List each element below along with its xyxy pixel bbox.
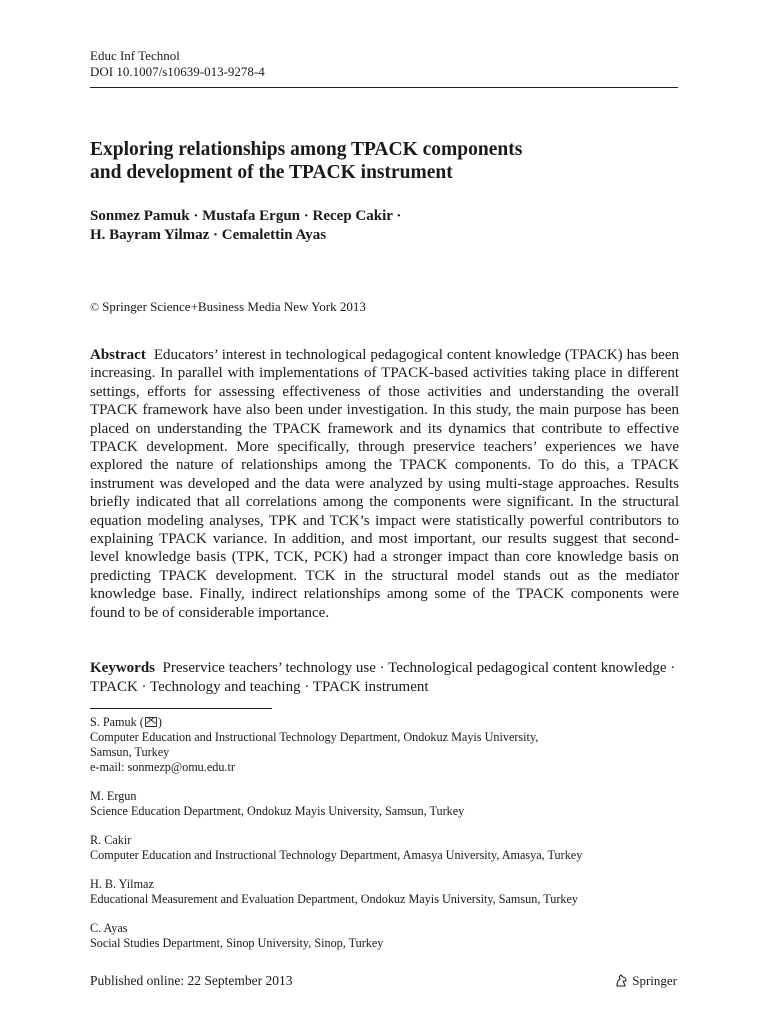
affiliation-dept: Educational Measurement and Evaluation Department, Ondokuz Mayis University, Samsun, Turkey: [90, 892, 578, 906]
journal-header: [90, 48, 265, 80]
affiliation-ergun: [90, 789, 690, 819]
footnote-divider: [90, 708, 272, 709]
authors-line-1: Sonmez Pamuk · Mustafa Ergun · Recep Cakir ·: [90, 208, 402, 224]
envelope-icon[interactable]: [145, 717, 157, 727]
abstract-label: Abstract: [90, 347, 146, 363]
affiliations: [90, 715, 690, 965]
keywords: [90, 659, 679, 697]
affiliation-dept: Social Studies Department, Sinop University, Sinop, Turkey: [90, 936, 384, 950]
abstract-text: Educators’ interest in technological pedagogical content knowledge (TPACK) has been increasing. In parallel with implementations of TPACK-based activities taking place in different settings, efforts for assessing effectiveness of those activities and understanding the overall TPACK framework have also been under investigation. In this study, the main purpose has been placed on understanding the TPACK framework and its dynamics that contribute to effective TPACK development. More specifically, through preservice teachers’ experiences we have explored the nature of relationships among the TPACK components. To do this, a TPACK instrument was developed and the data were analyzed by using multi-stage approaches. Results briefly indicated that all correlations among the components were significant. In the structural equation modeling analyses, TPK and TCK’s impact were statistically powerful contributors to explaining TPACK variance. In addition, and most important, our results suggest that second-level knowledge basis (TPK, TCK, PCK) had a stronger impact than core knowledge basis on predicting TPACK development. TCK in the structural model stands out as the mediator knowledge base. Finally, indirect relationships among some of the TPACK components were found to be of considerable importance.: [90, 347, 679, 621]
affiliation-ayas: [90, 921, 690, 951]
affiliation-pamuk: S. Pamuk ( ) Computer Education and Instructional Technology Department, Ondokuz Mayis University, Samsun, Turkey e-mail: sonmezp@omu.edu.tr: [90, 715, 690, 775]
affiliation-name: M. Ergun: [90, 789, 137, 803]
affiliation-cakir: [90, 833, 690, 863]
affiliation-name: S. Pamuk (: [90, 715, 144, 729]
affiliation-name: C. Ayas: [90, 921, 128, 935]
header-divider: [90, 87, 678, 88]
affiliation-name: R. Cakir: [90, 833, 132, 847]
affiliation-city: Samsun, Turkey: [90, 745, 170, 759]
copyright-text: Springer Science+Business Media New York 2013: [102, 299, 366, 314]
copyright-notice: [90, 299, 366, 315]
paper-title: [90, 138, 690, 184]
abstract: [90, 346, 679, 622]
keywords-text: Preservice teachers’ technology use · Technological pedagogical content knowledge · TPACK · Technology and teaching · TPACK instrument: [90, 660, 676, 695]
publisher-name: Springer: [632, 973, 677, 988]
title-line-1: Exploring relationships among TPACK components: [90, 139, 523, 160]
keywords-label: Keywords: [90, 660, 155, 676]
copyright-icon: ©: [90, 300, 100, 314]
published-date: Published online: 22 September 2013: [90, 973, 293, 988]
author-list: [90, 207, 690, 245]
affiliation-name: H. B. Yilmaz: [90, 877, 154, 891]
authors-line-2: H. Bayram Yilmaz · Cemalettin Ayas: [90, 227, 327, 243]
journal-doi[interactable]: DOI 10.1007/s10639-013-9278-4: [90, 64, 265, 79]
affiliation-dept: Computer Education and Instructional Technology Department, Ondokuz Mayis University,: [90, 730, 539, 744]
journal-name: Educ Inf Technol: [90, 48, 180, 63]
springer-horse-icon: [614, 974, 628, 988]
affiliation-yilmaz: [90, 877, 690, 907]
affiliation-email[interactable]: e-mail: sonmezp@omu.edu.tr: [90, 760, 235, 774]
title-line-2: and development of the TPACK instrument: [90, 162, 453, 183]
affiliation-dept: Computer Education and Instructional Technology Department, Amasya University, Amasya, Turkey: [90, 848, 583, 862]
affiliation-dept: Science Education Department, Ondokuz Mayis University, Samsun, Turkey: [90, 804, 465, 818]
publisher-logo: [614, 973, 677, 989]
